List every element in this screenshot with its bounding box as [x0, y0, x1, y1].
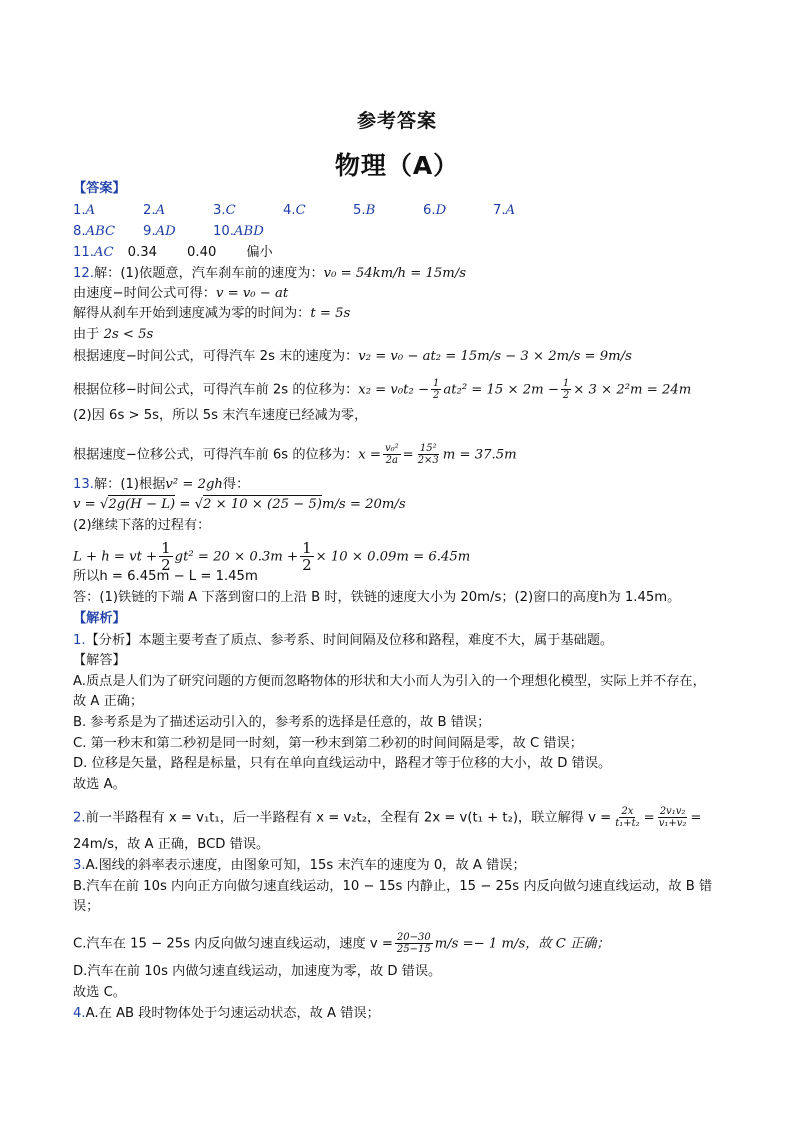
q1-option-c: C. 第一秒末和第二秒初是同一时刻，第一秒末到第二秒初的时间间隔是零，故 C 错误； — [73, 736, 583, 751]
answer-11: 11.AC 0.34 0.40 偏小 — [73, 245, 273, 260]
q13-line-5: 所以h = 6.45m − L = 1.45m — [73, 569, 258, 584]
q12-line-4: 由于 2s < 5s — [73, 327, 154, 342]
answer-item: 2.A — [143, 203, 166, 218]
q3-option-a: 3.A.图线的斜率表示速度，由图象可知，15s 末汽车的速度为 0，故 A 错误； — [73, 858, 526, 873]
q1-option-a-cont: 故 A 正确； — [73, 694, 144, 709]
answer-item: 4.C — [283, 203, 306, 218]
fraction: $\frac{\text{v₀²}}{2a}$ — [384, 443, 399, 466]
q12-line-3: 解得从刹车开始到速度减为零的时间为：t = 5s — [73, 306, 351, 321]
answer-item: 3.C — [213, 203, 236, 218]
fraction: $\frac{1}{2}$ — [562, 378, 570, 401]
q2-analysis-cont: 24m/s，故 A 正确，BCD 错误。 — [73, 837, 270, 852]
q3-option-d: D.汽车在前 10s 内做匀速直线运动，加速度为零，故 D 错误。 — [73, 964, 442, 979]
analysis-header: 【解析】 — [73, 611, 126, 626]
fraction: $\frac{1}{2}$ — [433, 378, 440, 401]
q13-line-1: 13.解：(1)根据v² = 2gh得： — [73, 477, 250, 492]
q12-line-1: 12.解：(1)依题意，汽车刹车前的速度为：v₀ = 54km/h = 15m/s — [73, 266, 466, 281]
q12-line-8: 根据速度−位移公式，可得汽车前 6s 的位移为：x = $\frac{\text{v₀²}}{2a}$ = $\frac{\text{15²}}{2\times 3}$ m = 37.5m — [73, 443, 517, 466]
q3-option-b: B.汽车在前 10s 内向正方向做匀速直线运动，10 − 15s 内静止，15 − 25s 内反向做匀速直线运动，故 B 错 — [73, 879, 713, 894]
q1-solution-header: 【解答】 — [73, 653, 126, 668]
answer-item: 8.ABC — [73, 224, 116, 239]
answer-item: 5.B — [353, 203, 376, 218]
q13-line-3: (2)继续下落的过程有： — [73, 518, 211, 533]
q12-line-6: 根据位移−时间公式，可得汽车前 2s 的位移为：x₂ = v₀t₂ − $\frac{1}{2}$ at₂² = 15 × 2m − $\frac{1}{2}$ × 3 × 2²m = 24m — [73, 378, 692, 401]
answers-header: 【答案】 — [73, 181, 126, 196]
page-subtitle: 物理（A） — [334, 151, 460, 180]
q3-option-b-cont: 误； — [73, 899, 100, 914]
q2-analysis: 2.前一半路程有 x = v₁t₁，后一半路程有 x = v₂t₂，全程有 2x = v(t₁ + t₂)，联立解得 v = $\frac{2x}{\text{t₁+t₂}}$ = $\frac{\text{2v₁v₂}}{\text{v₁+v₂}}$ = — [73, 806, 702, 829]
answer-item: 9.AD — [143, 224, 176, 239]
q3-option-c: C.汽车在 15 − 25s 内反向做匀速直线运动，速度 v = $\frac{20-30}{25-15}$ m/s =− 1 m/s，故 C 正确； — [73, 932, 610, 955]
q1-analysis: 1.【分析】本题主要考查了质点、参考系、时间间隔及位移和路程，难度不大，属于基础题。 — [73, 633, 614, 648]
fraction: $\frac{1}{2}$ — [302, 539, 312, 574]
q13-line-2: v = √2g(H − L) = √2 × 10 × (25 − 5)m/s = 20m/s — [73, 497, 406, 512]
fraction: $\frac{2x}{\text{t₁+t₂}}$ — [615, 806, 640, 829]
q1-option-a: A.质点是人们为了研究问题的方便而忽略物体的形状和大小而人为引入的一个理想化模型，实际上并不存在， — [73, 674, 706, 689]
q1-choice: 故选 A。 — [73, 777, 126, 792]
fraction: $\frac{1}{2}$ — [161, 539, 171, 574]
answers-row-2 — [73, 223, 283, 241]
fraction: $\frac{\text{2v₁v₂}}{\text{v₁+v₂}}$ — [658, 806, 687, 829]
q12-line-2: 由速度−时间公式可得：v = v₀ − at — [73, 286, 289, 301]
q1-option-b: B. 参考系是为了描述运动引入的，参考系的选择是任意的，故 B 错误； — [73, 715, 491, 730]
q12-line-5: 根据速度−时间公式，可得汽车 2s 末的速度为：v₂ = v₀ − at₂ = 15m/s − 3 × 2m/s = 9m/s — [73, 349, 632, 364]
page-title: 参考答案 — [356, 110, 437, 132]
q13-line-4: L + h = vt + $\frac{1}{2}$ gt² = 20 × 0.3m + $\frac{1}{2}$ × 10 × 0.09m = 6.45m — [73, 539, 471, 574]
q1-option-d: D. 位移是矢量，路程是标量，只有在单向直线运动中，路程才等于位移的大小，故 D 错误。 — [73, 756, 612, 771]
fraction: $\frac{\text{15²}}{2\times 3}$ — [417, 443, 439, 466]
q4-option-a: 4.A.在 AB 段时物体处于匀速运动状态，故 A 错误； — [73, 1006, 380, 1021]
q3-choice: 故选 C。 — [73, 985, 126, 1000]
q12-line-7: (2)因 6s > 5s，所以 5s 末汽车速度已经减为零， — [73, 408, 368, 423]
fraction: $\frac{20-30}{25-15}$ — [396, 932, 431, 955]
answer-item: 1.A — [73, 203, 96, 218]
answer-item: 10.ABD — [213, 224, 264, 239]
answer-item: 6.D — [423, 203, 447, 218]
answers-row-1 — [73, 202, 563, 220]
q13-line-6: 答：(1)铁链的下端 A 下落到窗口的上沿 B 时，铁链的速度大小为 20m/s；(2)窗口的高度h为 1.45m。 — [73, 590, 681, 605]
answer-item: 7.A — [493, 203, 516, 218]
